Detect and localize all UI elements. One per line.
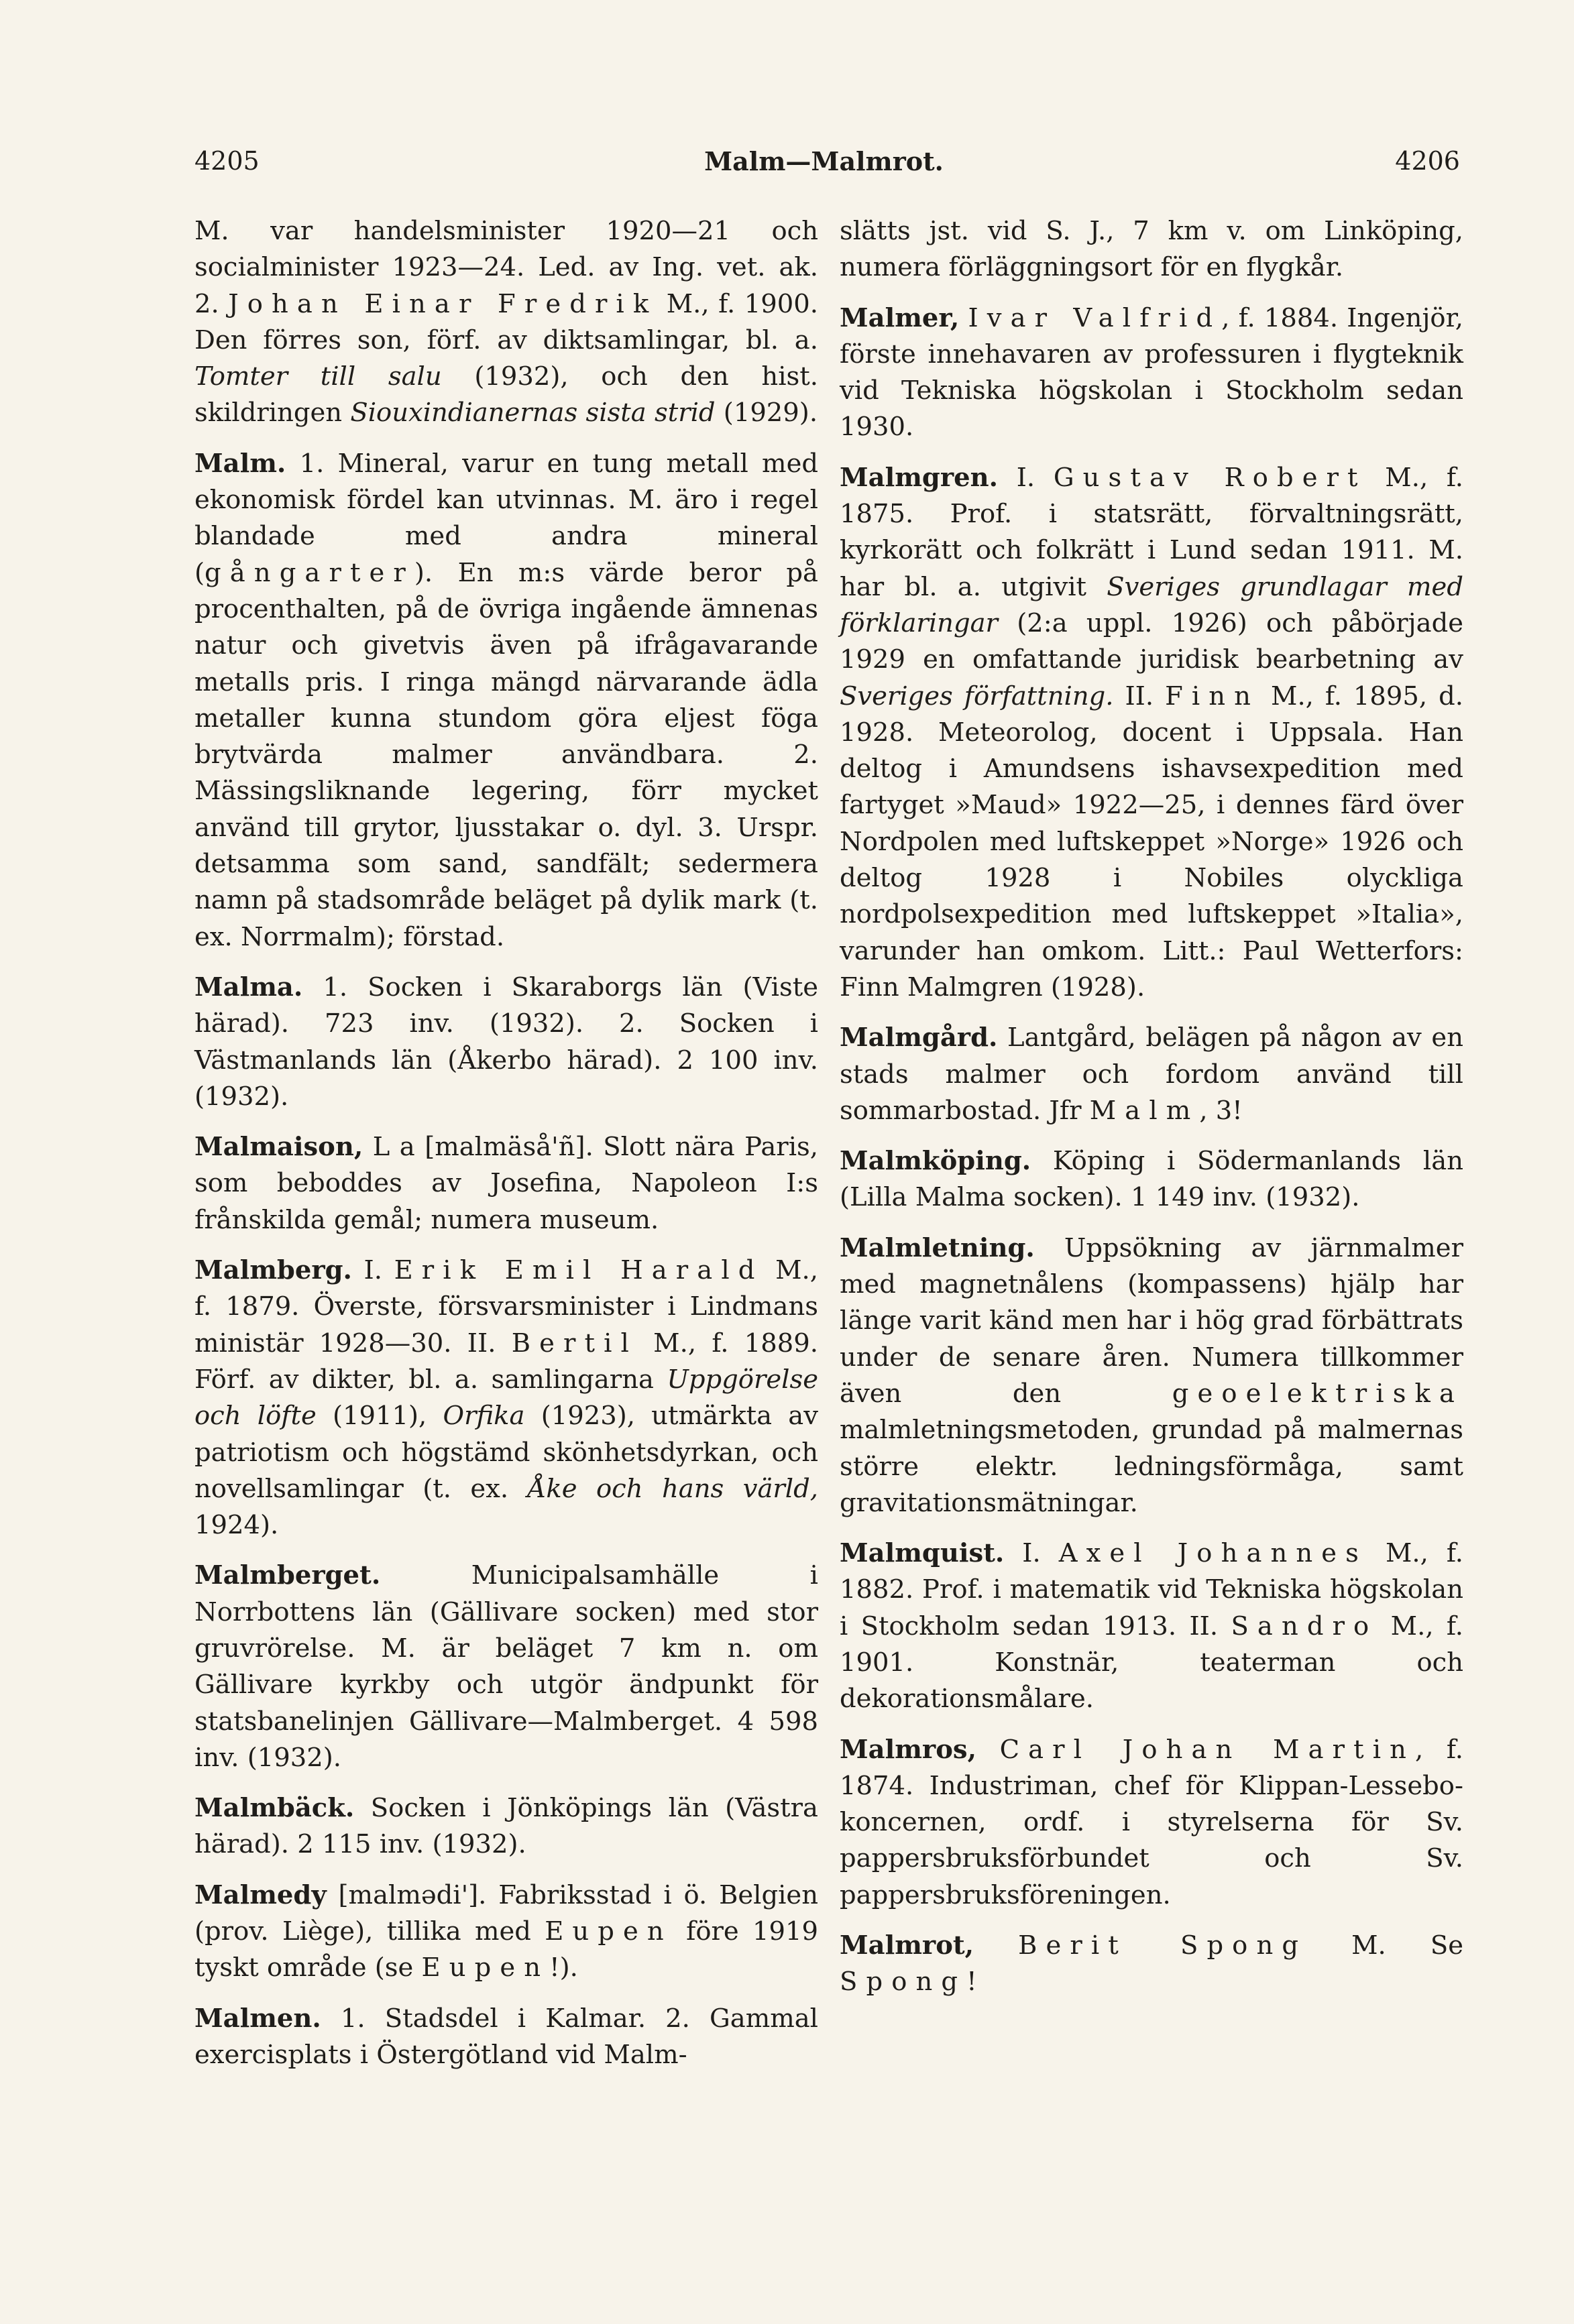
dictionary-entry: Malmen. 1. Stadsdel i Kalmar. 2. Gammal exercisplats i Östergötland vid Malm- [194, 2003, 818, 2070]
dictionary-entry: slätts jst. vid S. J., 7 km v. om Linköping, numera förläggningsort för en flygkår. [840, 216, 1463, 283]
dictionary-entry: Malma. 1. Socken i Skaraborgs län (Viste härad). 723 inv. (1932). 2. Socken i Västmanlands län (Åkerbo härad). 2 100 inv. (1932). [194, 972, 818, 1112]
dictionary-entry: M. var handelsminister 1920—21 och socialminister 1923—24. Led. av Ing. vet. ak. 2. Johan Einar Fredrik M., f. 1900. Den förres son, förf. av diktsamlingar, bl. a. Tomter till salu (1932), och den hist. skildringen Siouxindianernas sista strid (1929). [194, 216, 818, 428]
page-number-right: 4206 [1395, 146, 1460, 176]
dictionary-entry: Malmberg. I. Erik Emil Harald M., f. 1879. Överste, försvarsminister i Lindmans ministär 1928—30. II. Bertil M., f. 1889. Förf. av dikter, bl. a. samlingarna Uppgörelse och löfte (1911), Orfika (1923), utmärkta av patriotism och högstämd skönhetsdyrkan, och novellsamlingar (t. ex. Åke och hans värld, 1924). [194, 1255, 819, 1541]
dictionary-entry: Malmedy [malmədi']. Fabriksstad i ö. Belgien (prov. Liège), tillika med Eupen före 1919 tyskt område (se Eupen!). [194, 1879, 818, 1983]
dictionary-entry: Malmgård. Lantgård, belägen på någon av en stads malmer och fordom använd till sommarbostad. Jfr Malm, 3! [840, 1023, 1463, 1126]
left-column [194, 213, 818, 2087]
dictionary-entry: Malm. 1. Mineral, varur en tung metall med ekonomisk fördel kan utvinnas. M. äro i regel blandade med andra mineral (gångarter). En m:s värde beror på procenthalten, på de övriga ingående ämnenas natur och givetvis även på ifrågavarande metalls pris. I ringa mängd närvarande ädla metaller kunna stundom göra eljest föga brytvärda malmer användbara. 2. Mässingsliknande legering, förr mycket använd till grytor, ljusstakar o. dyl. 3. Urspr. detsamma som sand, sandfält; sedermera namn på stadsområde beläget på dylik mark (t. ex. Norrmalm); förstad. [194, 448, 818, 952]
running-title: Malm—Malmrot. [704, 146, 944, 176]
page-number-left: 4205 [194, 146, 260, 176]
dictionary-entry: Malmros, Carl Johan Martin, f. 1874. Industriman, chef för Klippan-Lessebo-koncernen, ordf. i styrelserna för Sv. pappersbruksförbundet och Sv. pappersbruksföreningen. [840, 1734, 1463, 1910]
dictionary-entry: Malmrot, Berit Spong M. Se Spong! [840, 1930, 1463, 1997]
right-column [840, 213, 1463, 2015]
dictionary-entry: Malmquist. I. Axel Johannes M., f. 1882. Prof. i matematik vid Tekniska högskolan i Stockholm sedan 1913. II. Sandro M., f. 1901. Konstnär, teaterman och dekorationsmålare. [840, 1538, 1463, 1715]
dictionary-entry: Malmköping. Köping i Södermanlands län (Lilla Malma socken). 1 149 inv. (1932). [840, 1146, 1463, 1213]
dictionary-entry: Malmaison, L a [malmäså'ñ]. Slott nära Paris, som beboddes av Josefina, Napoleon I:s frånskilda gemål; numera museum. [194, 1132, 818, 1235]
dictionary-entry: Malmer, Ivar Valfrid, f. 1884. Ingenjör, förste innehavaren av professuren i flygteknik vid Tekniska högskolan i Stockholm sedan 1930. [840, 302, 1463, 443]
dictionary-entry: Malmgren. I. Gustav Robert M., f. 1875. Prof. i statsrätt, förvaltningsrätt, kyrkorätt och folkrätt i Lund sedan 1911. M. har bl. a. utgivit Sveriges grundlagar med förklaringar (2:a uppl. 1926) och påbörjade 1929 en omfattande juridisk bearbetning av Sveriges författning. II. Finn M., f. 1895, d. 1928. Meteorolog, docent i Uppsala. Han deltog i Amundsens ishavsexpedition med fartyget »Maud» 1922—25, i dennes färd över Nordpolen med luftskeppet »Norge» 1926 och deltog 1928 i Nobiles olyckliga nordpolsexpedition med luftskeppet »Italia», varunder han omkom. Litt.: Paul Wetterfors: Finn Malmgren (1928). [840, 462, 1463, 1002]
dictionary-entry: Malmbäck. Socken i Jönköpings län (Västra härad). 2 115 inv. (1932). [194, 1793, 818, 1860]
dictionary-entry: Malmberget. Municipalsamhälle i Norrbottens län (Gällivare socken) med stor gruvrörelse. M. är beläget 7 km n. om Gällivare kyrkby och utgör ändpunkt för statsbanelinjen Gällivare—Malmberget. 4 598 inv. (1932). [194, 1560, 818, 1773]
dictionary-entry: Malmletning. Uppsökning av järnmalmer med magnetnålens (kompassens) hjälp har länge varit känd men har i hög grad förbättrats under de senare åren. Numera tillkommer även den geoelektriska malmletningsmetoden, grundad på malmernas större elektr. ledningsförmåga, samt gravitationsmätningar. [840, 1232, 1463, 1518]
page-header [188, 146, 1460, 186]
